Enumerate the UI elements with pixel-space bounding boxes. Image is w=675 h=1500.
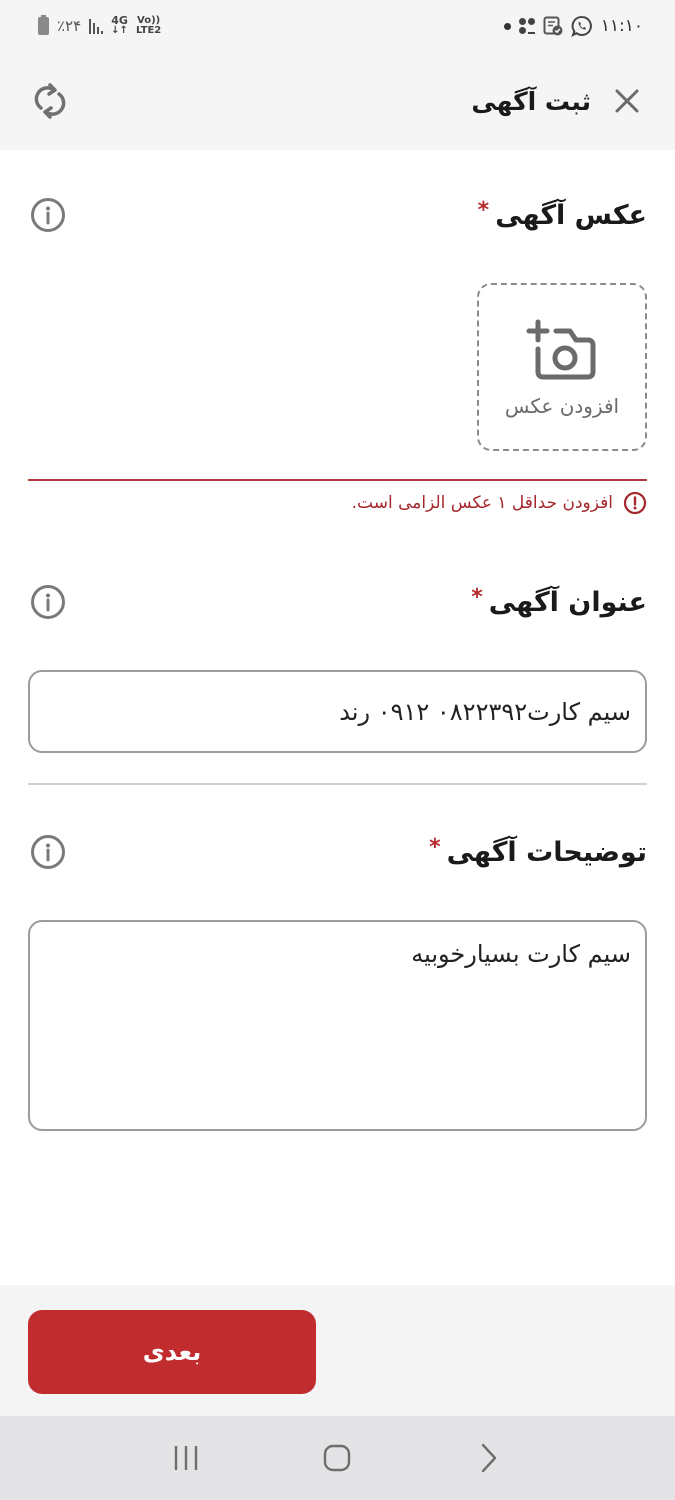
description-label: توضیحات آگهی <box>446 836 647 868</box>
page-title: ثبت آگهی <box>471 86 591 116</box>
section-divider <box>28 783 647 785</box>
battery-percent: ٪۲۴ <box>57 17 82 35</box>
recent-apps-icon <box>171 1444 201 1472</box>
recent-apps-button[interactable] <box>156 1428 216 1488</box>
refresh-icon <box>33 82 67 120</box>
network-arrows: ↓↑ <box>111 25 128 36</box>
back-button[interactable] <box>459 1428 519 1488</box>
error-underline <box>28 479 647 481</box>
close-icon <box>614 88 640 114</box>
photo-section-title <box>477 197 647 231</box>
app-grid-download-icon <box>519 18 535 34</box>
signal-icon <box>89 18 103 34</box>
title-info-button[interactable] <box>30 584 66 620</box>
volte-label: Vo)) <box>137 15 161 26</box>
home-button[interactable] <box>307 1428 367 1488</box>
status-right <box>504 15 643 37</box>
info-icon <box>30 197 66 233</box>
add-camera-icon <box>526 316 598 380</box>
title-section-header <box>0 582 675 622</box>
title-label: عنوان آگهی <box>488 586 647 618</box>
photo-title-label: عکس آگهی <box>495 199 647 231</box>
ad-description-textarea[interactable]: سیم کارت بسیارخوبیه <box>28 920 647 1131</box>
lte-label: LTE2 <box>135 25 162 36</box>
system-nav-bar <box>0 1416 675 1500</box>
status-bar <box>0 0 675 52</box>
dot-icon <box>504 23 511 30</box>
battery-icon <box>38 17 49 35</box>
title-section-title <box>471 584 647 618</box>
status-left <box>38 16 161 36</box>
close-button[interactable] <box>609 83 645 119</box>
add-photo-button[interactable] <box>477 283 647 451</box>
photo-section-header <box>0 195 675 235</box>
refresh-button[interactable] <box>30 81 70 121</box>
home-icon <box>322 1443 352 1473</box>
info-icon <box>30 584 66 620</box>
volte-indicator <box>136 16 161 36</box>
status-time: ۱۱:۱۰ <box>600 16 643 36</box>
required-mark: * <box>429 834 441 860</box>
whatsapp-icon <box>571 15 593 37</box>
ad-title-input[interactable]: سیم کارت۰۸۲۲۳۹۲ ۰۹۱۲ رند <box>28 670 647 753</box>
info-icon <box>30 834 66 870</box>
next-button[interactable]: بعدی <box>28 1310 316 1394</box>
header <box>0 52 675 150</box>
bottom-action-bar <box>0 1285 675 1416</box>
chevron-right-icon <box>479 1442 499 1474</box>
required-mark: * <box>477 197 490 223</box>
clipboard-check-icon <box>543 16 563 36</box>
description-section-header <box>0 832 675 872</box>
description-info-button[interactable] <box>30 834 66 870</box>
required-mark: * <box>471 584 483 610</box>
description-section <box>0 832 675 968</box>
error-icon <box>623 491 647 515</box>
title-section <box>0 582 675 726</box>
add-photo-label: افزودن عکس <box>504 394 620 418</box>
network-type: 4G <box>111 14 128 27</box>
photo-section <box>0 195 675 513</box>
photo-info-button[interactable] <box>30 197 66 233</box>
photo-error <box>352 491 647 515</box>
description-section-title <box>429 834 647 868</box>
error-message: افزودن حداقل ۱ عکس الزامی است. <box>351 493 613 513</box>
network-indicator <box>111 16 128 36</box>
